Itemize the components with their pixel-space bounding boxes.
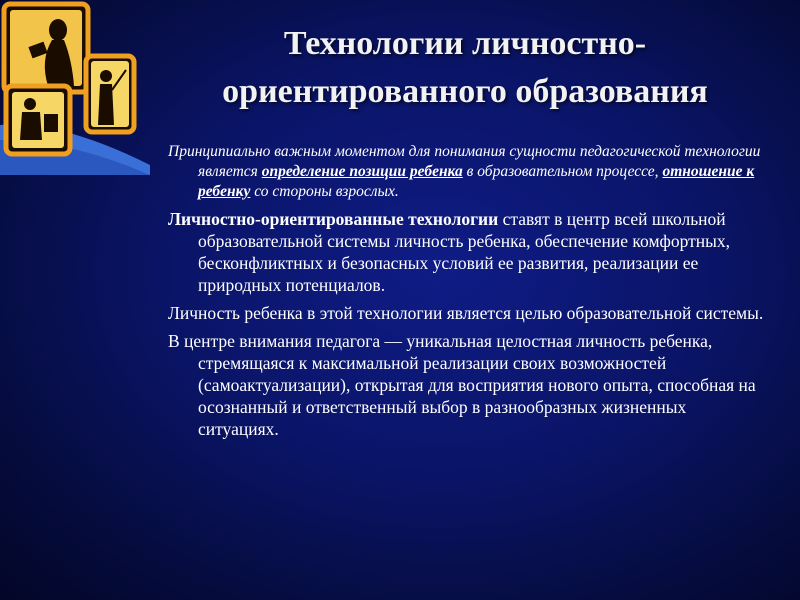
- p2-bold: Личностно-ориентированные технологии: [168, 209, 499, 229]
- p1-emphasis-2: отношение к ребенку: [198, 163, 755, 200]
- corner-illustration: [0, 0, 150, 175]
- p2-text: ставят в центр всей школьной образовательной системы личность ребенка, обеспечение комфортных, бесконфликтных и безопасных условий ее развития, реализации ее природных потенциалов.: [198, 209, 731, 295]
- silhouette-teacher-icon: [6, 86, 70, 154]
- paragraph-2: [168, 208, 768, 296]
- p1-text-3: со стороны взрослых.: [250, 183, 399, 200]
- p1-emphasis-1: определение позиции ребенка: [261, 163, 463, 180]
- p1-text-2: в образовательном процессе,: [462, 163, 663, 180]
- title-line-1: Технологии личностно-: [283, 25, 647, 62]
- page-title: [150, 20, 780, 116]
- silhouette-reader-icon: [4, 4, 88, 92]
- paragraph-4: В центре внимания педагога — уникальная целостная личность ребенка, стремящаяся к максимальной реализации своих возможностей (самоактуализации), открытая для восприятия нового опыта, способная на осознанный и ответственный выбор в разнообразных жизненных ситуациях.: [168, 331, 756, 439]
- p1-text-1: Принципиально важным моментом для понимания сущности педагогической технологии является: [168, 143, 761, 180]
- paragraph-3: Личность ребенка в этой технологии является целью образовательной системы.: [168, 303, 764, 323]
- silhouette-pointer-icon: [86, 56, 134, 132]
- title-line-2: ориентированного образования: [222, 73, 708, 110]
- paragraph-1: [168, 142, 768, 202]
- slide-body: [168, 142, 768, 446]
